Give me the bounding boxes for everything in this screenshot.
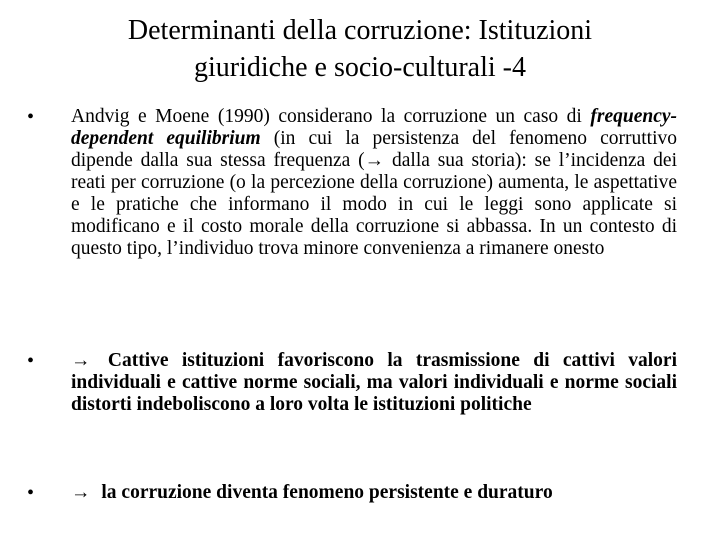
bullet-text-body: la corruzione diventa fenomeno persistente e duraturo <box>101 482 553 503</box>
bullet-text <box>71 106 677 260</box>
arrow-icon: → <box>71 482 91 503</box>
emphasis-term: frequency-dependent equilibrium <box>71 106 677 149</box>
slide-title <box>40 12 680 86</box>
arrow-icon: → <box>71 350 91 371</box>
bullet-marker: • <box>27 350 35 372</box>
bullet-text-body: Cattive istituzioni favoriscono la trasmissione di cattivi valori individuali e cattive norme sociali, ma valori individuali e norme sociali distorti indeboliscono a loro volta le istituzioni politiche <box>71 350 677 415</box>
bullet-marker: • <box>27 106 35 128</box>
slide-title-line-1: Determinanti della corruzione: Istituzioni <box>127 15 593 46</box>
bullet-text-lead: Andvig e Moene (1990) considerano la corruzione un caso di <box>71 106 591 127</box>
bullet-text <box>71 350 677 416</box>
bullet-marker: • <box>27 482 35 504</box>
bullet-text-rest: (in cui la persistenza del fenomeno corruttivo dipende dalla sua stessa frequenza (→ dalla sua storia): se l’incidenza dei reati per corruzione (o la percezione della corruzione) aumenta, le aspettative e le pratiche che informano il modo in cui le leggi sono applicate si modificano e il costo morale della corruzione si abbassa. In un contesto di questo tipo, l’individuo trova minore convenienza a rimanere onesto <box>71 128 677 259</box>
bullet-text <box>71 482 677 504</box>
slide-title-line-2: giuridiche e socio-culturali -4 <box>194 52 526 83</box>
